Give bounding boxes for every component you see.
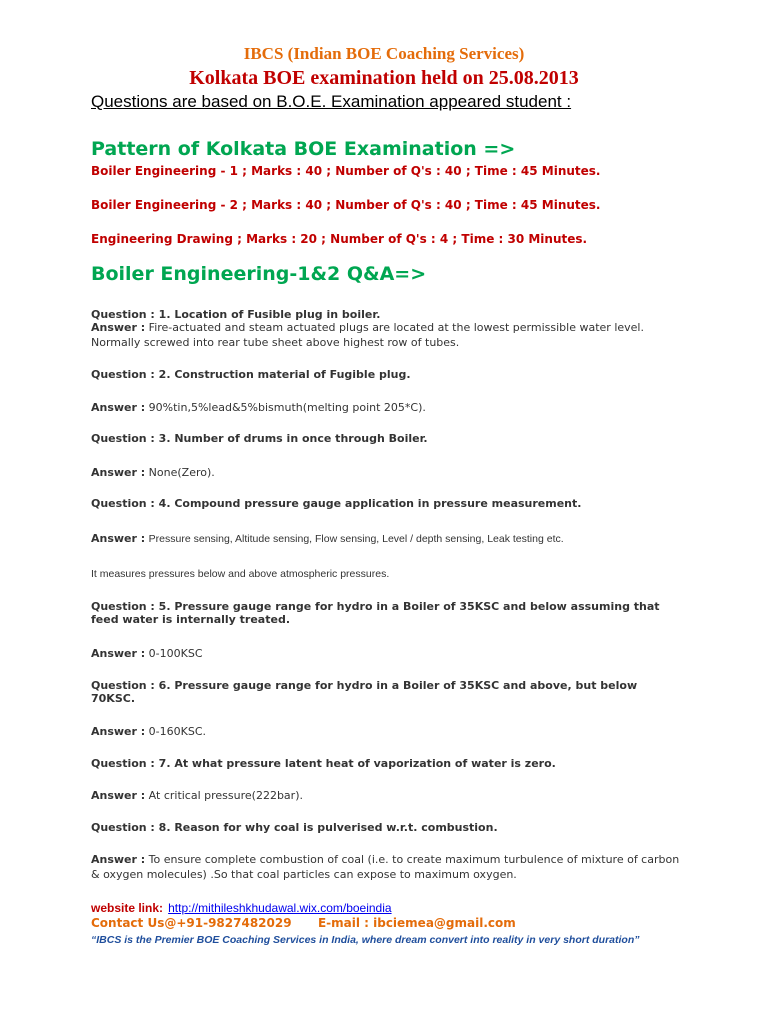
answer-5	[91, 646, 691, 661]
website-row	[91, 897, 691, 916]
answer-label: Answer :	[91, 321, 146, 334]
answer-label: Answer :	[91, 401, 146, 414]
answer-text: 0-100KSC	[148, 647, 203, 660]
question-2: Question : 2. Construction material of Fugible plug.	[91, 368, 411, 381]
answer-label: Answer :	[91, 466, 146, 479]
question-1: Question : 1. Location of Fusible plug in boiler.	[91, 308, 381, 321]
exam-title: Kolkata BOE examination held on 25.08.2013	[189, 67, 579, 89]
pattern-line: Boiler Engineering - 1 ; Marks : 40 ; Number of Q's : 40 ; Time : 45 Minutes.	[91, 164, 601, 178]
answer-3	[91, 465, 691, 480]
qa-heading: Boiler Engineering-1&2 Q&A=>	[91, 263, 427, 285]
answer-7	[91, 788, 691, 803]
answer-label: Answer :	[91, 647, 146, 660]
website-link[interactable]: http://mithileshkhudawal.wix.com/boeindia	[168, 901, 392, 915]
pattern-line: Engineering Drawing ; Marks : 20 ; Number of Q's : 4 ; Time : 30 Minutes.	[91, 232, 588, 246]
question-8: Question : 8. Reason for why coal is pulverised w.r.t. combustion.	[91, 821, 498, 834]
question-7: Question : 7. At what pressure latent heat of vaporization of water is zero.	[91, 757, 556, 770]
answer-label: Answer :	[91, 789, 146, 802]
exam-subtitle: Questions are based on B.O.E. Examination appeared student :	[91, 92, 572, 111]
pattern-line: Boiler Engineering - 2 ; Marks : 40 ; Number of Q's : 40 ; Time : 45 Minutes.	[91, 198, 601, 212]
answer-text: At critical pressure(222bar).	[148, 789, 303, 802]
answer-text: 90%tin,5%lead&5%bismuth(melting point 205*C).	[148, 401, 426, 414]
answer-label: Answer :	[91, 853, 146, 866]
answer-8	[91, 852, 691, 882]
contact-row	[91, 916, 711, 930]
tagline-quote: “IBCS is the Premier BOE Coaching Services in India, where dream convert into reality in very short duration”	[91, 934, 640, 946]
answer-text: None(Zero).	[148, 466, 215, 479]
organization-name: IBCS (Indian BOE Coaching Services)	[243, 44, 525, 63]
answer-4-note: It measures pressures below and above atmospheric pressures.	[91, 568, 390, 580]
answer-4	[91, 531, 691, 547]
question-5: Question : 5. Pressure gauge range for hydro in a Boiler of 35KSC and below assuming that feed water is internally treated.	[91, 600, 660, 626]
answer-text: To ensure complete combustion of coal (i.e. to create maximum turbulence of mixture of carbon & oxygen molecules) .So that coal particles can expose to maximum oxygen.	[91, 853, 680, 881]
answer-text: 0-160KSC.	[148, 725, 207, 738]
answer-6	[91, 724, 691, 739]
question-6: Question : 6. Pressure gauge range for hydro in a Boiler of 35KSC and above, but below 70KSC.	[91, 679, 638, 705]
question-4: Question : 4. Compound pressure gauge application in pressure measurement.	[91, 497, 582, 510]
answer-text: Fire-actuated and steam actuated plugs are located at the lowest permissible water level. Normally screwed into rear tube sheet above highest row of tubes.	[91, 321, 644, 349]
answer-1	[91, 320, 691, 350]
answer-text: Pressure sensing, Altitude sensing, Flow sensing, Level / depth sensing, Leak testing etc.	[148, 533, 564, 545]
contact-email[interactable]: E-mail : ibciemea@gmail.com	[317, 916, 516, 930]
answer-label: Answer :	[91, 532, 146, 545]
contact-phone: Contact Us@+91-9827482029	[91, 916, 292, 930]
pattern-heading: Pattern of Kolkata BOE Examination =>	[91, 138, 516, 160]
website-label: website link:	[91, 901, 164, 915]
answer-label: Answer :	[91, 725, 146, 738]
question-3: Question : 3. Number of drums in once through Boiler.	[91, 432, 428, 445]
answer-2	[91, 400, 691, 415]
